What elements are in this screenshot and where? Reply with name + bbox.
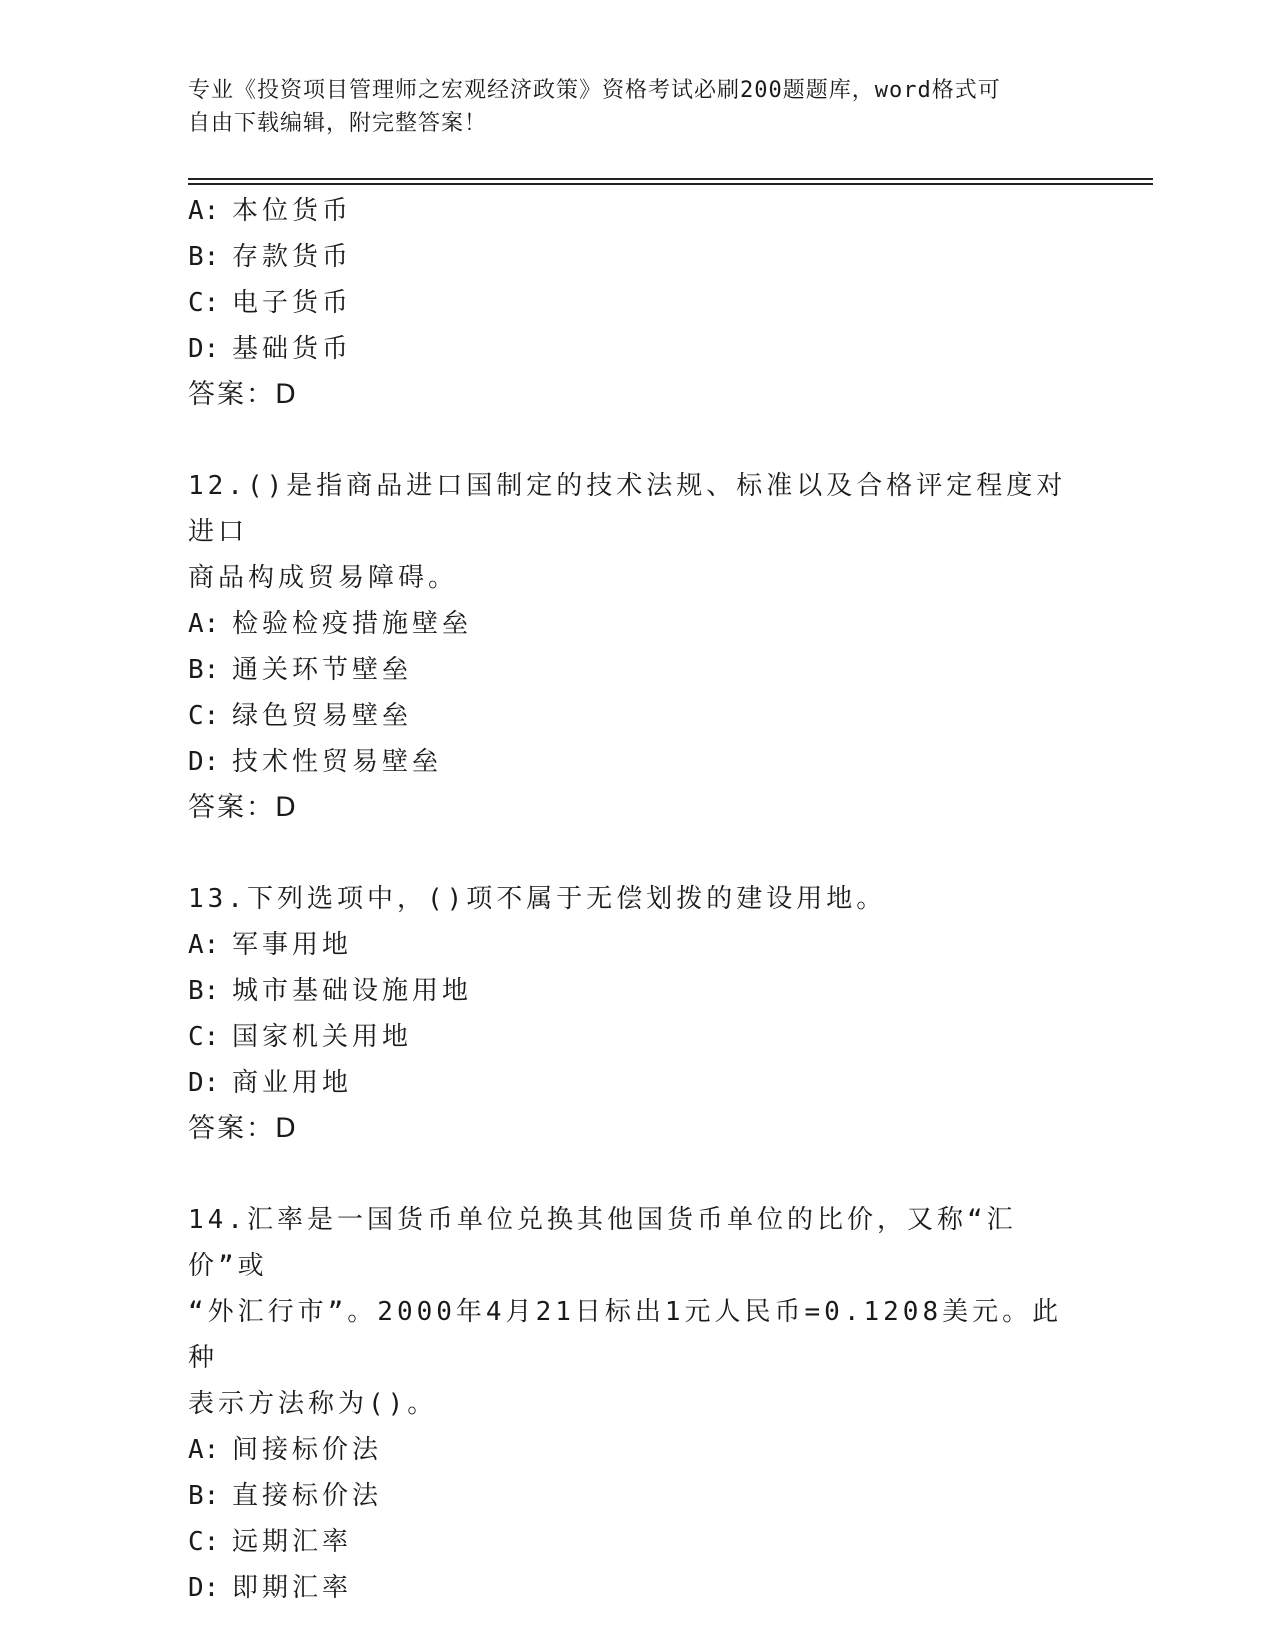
option-letter: B: <box>188 976 220 1006</box>
option-text: 国家机关用地 <box>232 1022 413 1052</box>
option-a <box>188 1427 1088 1473</box>
question-stem-line-2: “外汇行市”。2000年4月21日标出1元人民币=0.1208美元。此种 <box>188 1297 1063 1373</box>
option-b <box>188 968 1088 1014</box>
answer-line: 答案：D <box>188 1113 298 1144</box>
question-12 <box>188 463 1088 831</box>
option-a <box>188 922 1088 968</box>
header-line-2: 自由下载编辑，附完整答案！ <box>188 111 488 136</box>
answer-line: 答案：D <box>188 792 298 823</box>
option-text: 军事用地 <box>232 930 353 960</box>
question-14 <box>188 1197 1088 1611</box>
header-divider-top <box>188 178 1153 180</box>
header-divider-bottom <box>188 183 1153 185</box>
question-list <box>188 188 1088 1611</box>
option-text: 基础货币 <box>232 334 353 364</box>
option-letter: A: <box>188 1435 220 1465</box>
option-letter: C: <box>188 1527 220 1557</box>
option-letter: A: <box>188 609 220 639</box>
option-d <box>188 739 1088 785</box>
option-d <box>188 1060 1088 1106</box>
question-stem-line-3: 表示方法称为()。 <box>188 1389 438 1419</box>
option-a <box>188 188 1088 234</box>
question-stem-line-1: 12.()是指商品进口国制定的技术法规、标准以及合格评定程度对进口 <box>188 471 1067 547</box>
option-letter: D: <box>188 747 220 777</box>
option-text: 商业用地 <box>232 1068 353 1098</box>
header-line-1: 专业《投资项目管理师之宏观经济政策》资格考试必刷200题题库，word格式可 <box>188 78 1001 103</box>
option-letter: D: <box>188 1068 220 1098</box>
option-b <box>188 647 1088 693</box>
option-d <box>188 1565 1088 1611</box>
option-a <box>188 601 1088 647</box>
option-letter: B: <box>188 1481 220 1511</box>
option-b <box>188 1473 1088 1519</box>
option-c <box>188 693 1088 739</box>
question-13 <box>188 876 1088 1152</box>
option-text: 技术性贸易壁垒 <box>232 747 443 777</box>
question-stem-line-2: 商品构成贸易障碍。 <box>188 563 459 593</box>
option-text: 直接标价法 <box>232 1481 383 1511</box>
option-letter: D: <box>188 1573 220 1603</box>
option-letter: A: <box>188 196 220 226</box>
option-text: 存款货币 <box>232 242 353 272</box>
option-letter: D: <box>188 334 220 364</box>
option-text: 本位货币 <box>232 196 353 226</box>
option-text: 远期汇率 <box>232 1527 353 1557</box>
option-letter: C: <box>188 288 220 318</box>
option-text: 间接标价法 <box>232 1435 383 1465</box>
option-letter: B: <box>188 242 220 272</box>
option-b <box>188 234 1088 280</box>
question-stem-line-1: 13.下列选项中，()项不属于无偿划拨的建设用地。 <box>188 884 887 914</box>
option-c <box>188 1519 1088 1565</box>
option-letter: C: <box>188 701 220 731</box>
option-text: 城市基础设施用地 <box>232 976 473 1006</box>
option-letter: B: <box>188 655 220 685</box>
question-stem-line-1: 14.汇率是一国货币单位兑换其他国货币单位的比价，又称“汇价”或 <box>188 1205 1017 1281</box>
option-letter: A: <box>188 930 220 960</box>
option-text: 即期汇率 <box>232 1573 353 1603</box>
option-text: 绿色贸易壁垒 <box>232 701 413 731</box>
option-letter: C: <box>188 1022 220 1052</box>
option-text: 电子货币 <box>232 288 353 318</box>
document-header <box>188 74 1068 140</box>
question-11 <box>188 188 1088 418</box>
option-c <box>188 1014 1088 1060</box>
option-text: 检验检疫措施壁垒 <box>232 609 473 639</box>
option-c <box>188 280 1088 326</box>
option-d <box>188 326 1088 372</box>
answer-line: 答案：D <box>188 379 298 410</box>
option-text: 通关环节壁垒 <box>232 655 413 685</box>
